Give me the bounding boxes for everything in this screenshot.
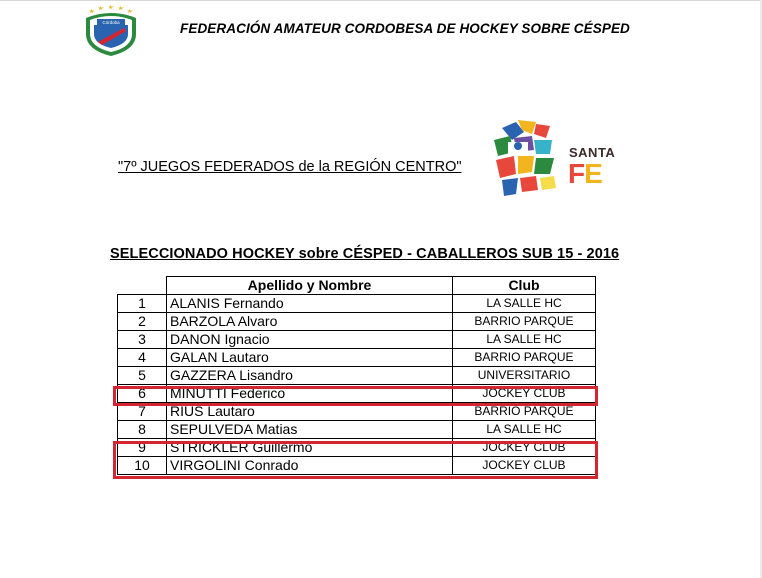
- header-club: Club: [453, 277, 596, 295]
- player-number: 5: [118, 367, 167, 385]
- federation-crest-logo: [80, 4, 142, 58]
- player-club: LA SALLE HC: [453, 421, 596, 439]
- table-row: [118, 349, 596, 367]
- event-title: "7º JUEGOS FEDERADOS de la REGIÓN CENTRO": [118, 159, 462, 175]
- player-club: BARRIO PARQUE: [453, 349, 596, 367]
- player-club: BARRIO PARQUE: [453, 313, 596, 331]
- header-name: Apellido y Nombre: [167, 277, 453, 295]
- federation-title: FEDERACIÓN AMATEUR CORDOBESA DE HOCKEY SOBRE CÉSPED: [180, 21, 630, 36]
- player-name: RIUS Lautaro: [167, 403, 453, 421]
- player-name: STRICKLER Guillermo: [167, 439, 453, 457]
- player-number: 3: [118, 331, 167, 349]
- player-number: 8: [118, 421, 167, 439]
- table-row: [118, 367, 596, 385]
- player-name: GALAN Lautaro: [167, 349, 453, 367]
- highlight-box-jockey-club-row: [113, 386, 598, 406]
- player-club: BARRIO PARQUE: [453, 403, 596, 421]
- santa-fe-logo-e: E: [584, 158, 602, 189]
- player-number: 6: [118, 385, 167, 403]
- player-number: 7: [118, 403, 167, 421]
- player-number: 1: [118, 295, 167, 313]
- player-name: DANON Ignacio: [167, 331, 453, 349]
- player-name: SEPULVEDA Matias: [167, 421, 453, 439]
- player-number: 4: [118, 349, 167, 367]
- santa-fe-logo-f: F: [568, 158, 585, 189]
- crest-text: Córdoba: [102, 20, 120, 25]
- player-club: JOCKEY CLUB: [453, 457, 596, 475]
- player-club: JOCKEY CLUB: [453, 385, 596, 403]
- roster-title: SELECCIONADO HOCKEY sobre CÉSPED - CABALLEROS SUB 15 - 2016: [110, 246, 620, 262]
- player-name: GAZZERA Lisandro: [167, 367, 453, 385]
- table-row: [118, 331, 596, 349]
- santa-fe-logo-fe: [568, 158, 602, 190]
- player-club: JOCKEY CLUB: [453, 439, 596, 457]
- highlight-box-jockey-club-rows: [113, 441, 598, 479]
- player-name: ALANIS Fernando: [167, 295, 453, 313]
- header-number-cell: [118, 277, 167, 295]
- santa-fe-logo-santa: SANTA: [569, 145, 616, 160]
- player-name: MINUTTI Federico: [167, 385, 453, 403]
- player-number: 9: [118, 439, 167, 457]
- player-club: LA SALLE HC: [453, 331, 596, 349]
- roster-header-row: [118, 277, 596, 295]
- player-number: 10: [118, 457, 167, 475]
- player-club: UNIVERSITARIO: [453, 367, 596, 385]
- table-row: [118, 313, 596, 331]
- top-border-line: [0, 0, 762, 1]
- table-row: [118, 421, 596, 439]
- table-row: [118, 295, 596, 313]
- player-name: BARZOLA Alvaro: [167, 313, 453, 331]
- player-club: LA SALLE HC: [453, 295, 596, 313]
- player-name: VIRGOLINI Conrado: [167, 457, 453, 475]
- player-number: 2: [118, 313, 167, 331]
